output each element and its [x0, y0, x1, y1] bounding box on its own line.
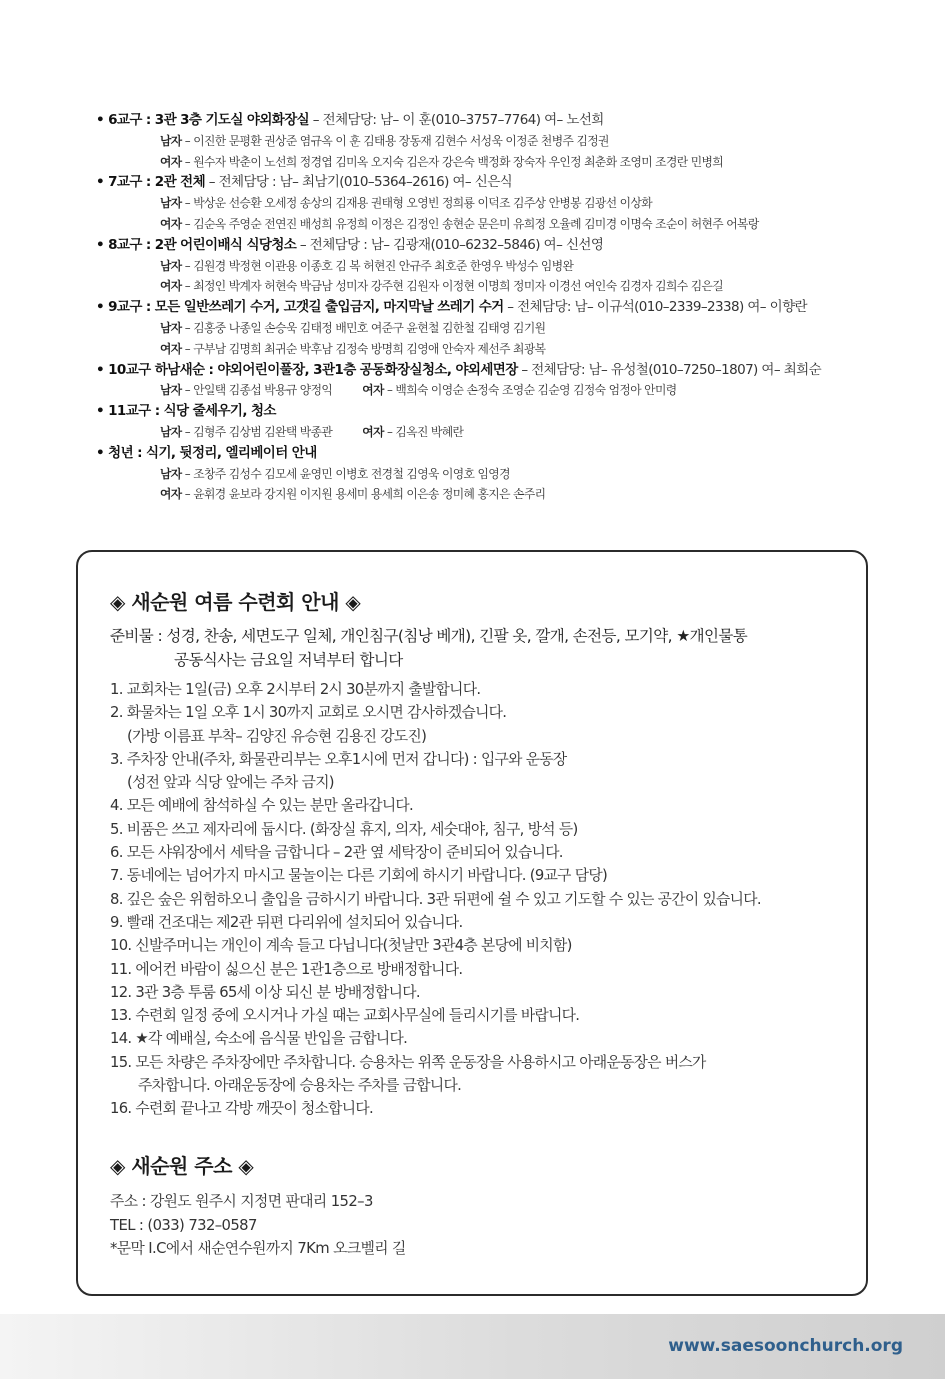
notice-item: 9. 빨래 건조대는 제2관 뒤편 다리위에 설치되어 있습니다. — [110, 913, 463, 931]
duty-area: • 청년 : 식기, 뒷정리, 엘리베이터 안내 — [96, 444, 317, 461]
duty-group — [96, 401, 876, 443]
notice-item: 5. 비품은 쓰고 제자리에 둡시다. (화장실 휴지, 의자, 세숫대야, 침구, 방석 등) — [110, 820, 578, 838]
duty-area: • 9교구 : 모든 일반쓰레기 수거, 고갯길 출입금지, 마지막날 쓰레기 수거 — [96, 299, 504, 316]
notice-item: (성전 앞과 식당 앞에는 주차 금지) — [127, 774, 334, 792]
member-row — [96, 318, 876, 339]
gender-label: 남자 — [160, 196, 182, 211]
notice-item: 13. 수련회 일정 중에 오시거나 가실 때는 교회사무실에 들리시기를 바랍니다. — [110, 1007, 580, 1025]
notice-item: 3. 주차장 안내(주차, 화물관리부는 오후1시에 먼저 갑니다) : 입구와 운동장 — [110, 750, 567, 768]
member-names: – 백희숙 이영순 손정숙 조영순 김순영 김정숙 엄정아 안미령 — [383, 383, 677, 398]
member-names: – 최정인 박계자 허현숙 박금남 성미자 강주현 김원자 이정현 이명희 정미자 이경선 여인숙 김경자 김희수 김은길 — [181, 279, 724, 294]
notice-item: 6. 모든 샤워장에서 세탁을 금합니다 – 2관 옆 세탁장이 준비되어 있습니다. — [110, 844, 563, 862]
duty-group-heading — [96, 297, 876, 318]
gender-label: 여자 — [362, 424, 384, 439]
gender-label: 여자 — [160, 279, 182, 294]
member-names: – 원수자 박춘이 노선희 정경엽 김미옥 오지숙 김은자 강은숙 백정화 장숙자 우인정 최춘화 조영미 조경란 민병희 — [181, 154, 724, 169]
address-block — [110, 1190, 406, 1261]
gender-label: 남자 — [160, 383, 182, 398]
supplies-list — [110, 624, 747, 672]
duty-group — [96, 443, 876, 505]
duty-assignments — [96, 110, 876, 505]
duty-group — [96, 235, 876, 297]
duty-group-heading — [96, 401, 876, 422]
notice-item: 10. 신발주머니는 개인이 계속 들고 다닙니다(첫날만 3관4층 본당에 비치함) — [110, 937, 572, 955]
duty-leaders: – 전체담당 : 남– 김광재(010–6232–5846) 여– 신선영 — [296, 236, 604, 253]
gender-label: 여자 — [362, 383, 384, 398]
gender-label: 여자 — [160, 154, 182, 169]
notice-item: (가방 이름표 부착– 김양진 유승현 김용진 강도진) — [127, 727, 427, 745]
duty-group-heading — [96, 360, 876, 381]
member-names: – 김순옥 주영순 전연진 배성희 유정희 이정은 김정인 송현순 문은미 유희정 오율례 김미경 이명숙 조순이 허현주 어복랑 — [181, 216, 759, 231]
duty-area: • 7교구 : 2관 전체 — [96, 174, 206, 191]
notice-item: 1. 교회차는 1일(금) 오후 2시부터 2시 30분까지 출발합니다. — [110, 681, 481, 698]
member-row — [96, 193, 876, 214]
notice-item: 4. 모든 예배에 참석하실 수 있는 분만 올라갑니다. — [110, 797, 414, 815]
duty-area: • 6교구 : 3관 3층 기도실 야외화장실 — [96, 112, 310, 128]
duty-group — [96, 110, 876, 172]
duty-group-heading — [96, 172, 876, 193]
duty-group-heading — [96, 443, 876, 464]
duty-group-heading — [96, 110, 876, 131]
duty-leaders: – 전체담당: 남– 이규석(010–2339–2338) 여– 이향란 — [503, 299, 807, 316]
member-names: – 이진한 문평환 권상준 염규옥 이 훈 김태용 장동재 김현수 서성욱 이정준 천병주 김정권 — [181, 133, 609, 148]
duty-group — [96, 297, 876, 359]
duty-area: • 11교구 : 식당 줄세우기, 청소 — [96, 403, 276, 420]
duty-leaders: – 전체담당: 남– 이 훈(010–3757–7764) 여– 노선희 — [309, 112, 604, 128]
notice-item: 8. 깊은 숲은 위험하오니 출입을 금하시기 바랍니다. 3관 뒤편에 쉴 수 있고 기도할 수 있는 공간이 있습니다. — [110, 890, 761, 908]
member-row — [96, 422, 876, 443]
gender-label: 여자 — [160, 341, 182, 356]
duty-leaders: – 전체담당 : 남– 최남기(010–5364–2616) 여– 신은식 — [205, 174, 513, 191]
address-title: ◈ 새순원 주소 ◈ — [110, 1154, 254, 1178]
member-names: – 조창주 김성수 김모세 윤영민 이병호 전경철 김영욱 이영호 임영경 — [181, 466, 510, 481]
website-link[interactable]: www.saesoonchurch.org — [668, 1336, 903, 1356]
notice-item: 14. ★각 예배실, 숙소에 음식물 반입을 금합니다. — [110, 1030, 408, 1048]
member-row — [96, 152, 876, 173]
member-names: – 구부남 김명희 최귀순 박후남 김정숙 방명희 김영애 안숙자 제선주 최광복 — [181, 341, 546, 356]
address-line: 주소 : 강원도 원주시 지정면 판대리 152–3 — [110, 1193, 373, 1210]
phone-line: TEL : (033) 732–0587 — [110, 1216, 257, 1234]
member-row — [96, 339, 876, 360]
gender-label: 남자 — [160, 133, 182, 148]
duty-group — [96, 172, 876, 234]
notice-item: 12. 3관 3층 투룸 65세 이상 되신 분 방배정합니다. — [110, 983, 420, 1001]
member-row — [96, 131, 876, 152]
retreat-info-box — [76, 550, 868, 1296]
member-row — [96, 464, 876, 485]
supplies-line-2: 공동식사는 금요일 저녁부터 합니다 — [174, 651, 403, 669]
duty-area: • 8교구 : 2관 어린이배식 식당청소 — [96, 236, 297, 253]
member-names: – 박상운 선승환 오세정 송상의 김재용 권태형 오영빈 정희룡 이덕조 김주상 안병봉 김광선 이상화 — [181, 196, 653, 211]
gender-label: 남자 — [160, 424, 182, 439]
duty-group-heading — [96, 235, 876, 256]
supplies-line-1: 준비물 : 성경, 찬송, 세면도구 일체, 개인침구(침낭 베개), 긴팔 옷, 깔개, 손전등, 모기약, ★개인물통 — [110, 627, 748, 645]
duty-group — [96, 360, 876, 402]
member-row — [96, 256, 876, 277]
notice-item: 11. 에어컨 바람이 싫으신 분은 1관1층으로 방배정합니다. — [110, 960, 463, 978]
member-row — [96, 214, 876, 235]
member-row — [96, 276, 876, 297]
gender-label: 남자 — [160, 258, 182, 273]
member-names: – 김옥진 박혜란 — [383, 424, 464, 439]
member-names: – 김홍중 나종일 손승욱 김태정 배민호 여준구 윤현철 김한철 김태영 김기원 — [181, 320, 546, 335]
notice-item: 주차합니다. 아래운동장에 승용차는 주차를 금합니다. — [138, 1077, 462, 1095]
retreat-title: ◈ 새순원 여름 수련회 안내 ◈ — [110, 590, 361, 614]
member-names: – 안일택 김종섭 박용규 양정익 — [181, 383, 333, 398]
member-names: – 김원경 박정현 이관용 이종호 김 복 허현진 안규주 최호준 한영우 박성수 임병완 — [181, 258, 574, 273]
notice-item: 2. 화물차는 1일 오후 1시 30까지 교회로 오시면 감사하겠습니다. — [110, 704, 507, 722]
member-row — [96, 484, 876, 505]
directions-line: *문막 I.C에서 새순연수원까지 7Km 오크벨리 길 — [110, 1240, 406, 1257]
notice-item: 16. 수련회 끝나고 각방 깨끗이 청소합니다. — [110, 1100, 373, 1118]
duty-area: • 10교구 하남새순 : 야외어린이풀장, 3관1층 공동화장실청소, 야외세면장 — [96, 361, 518, 378]
gender-label: 여자 — [160, 216, 182, 231]
gender-label: 남자 — [160, 466, 182, 481]
duty-leaders: – 전체담당: 남– 유성철(010–7250–1807) 여– 최희순 — [517, 361, 822, 378]
notice-item: 15. 모든 차량은 주차장에만 주차합니다. 승용차는 위쪽 운동장을 사용하시고 아래운동장은 버스가 — [110, 1053, 706, 1071]
member-row — [96, 380, 876, 401]
member-names: – 김형주 김상범 김완택 박종관 — [181, 424, 333, 439]
notice-item: 7. 동네에는 넘어가지 마시고 물놀이는 다른 기회에 하시기 바랍니다. (9교구 담당) — [110, 867, 608, 885]
notice-list — [110, 678, 850, 1121]
gender-label: 남자 — [160, 320, 182, 335]
footer-band — [0, 1314, 945, 1379]
member-names: – 윤휘경 윤보라 강지원 이지원 용세미 용세희 이은송 정미혜 홍지은 손주리 — [181, 487, 546, 502]
gender-label: 여자 — [160, 487, 182, 502]
